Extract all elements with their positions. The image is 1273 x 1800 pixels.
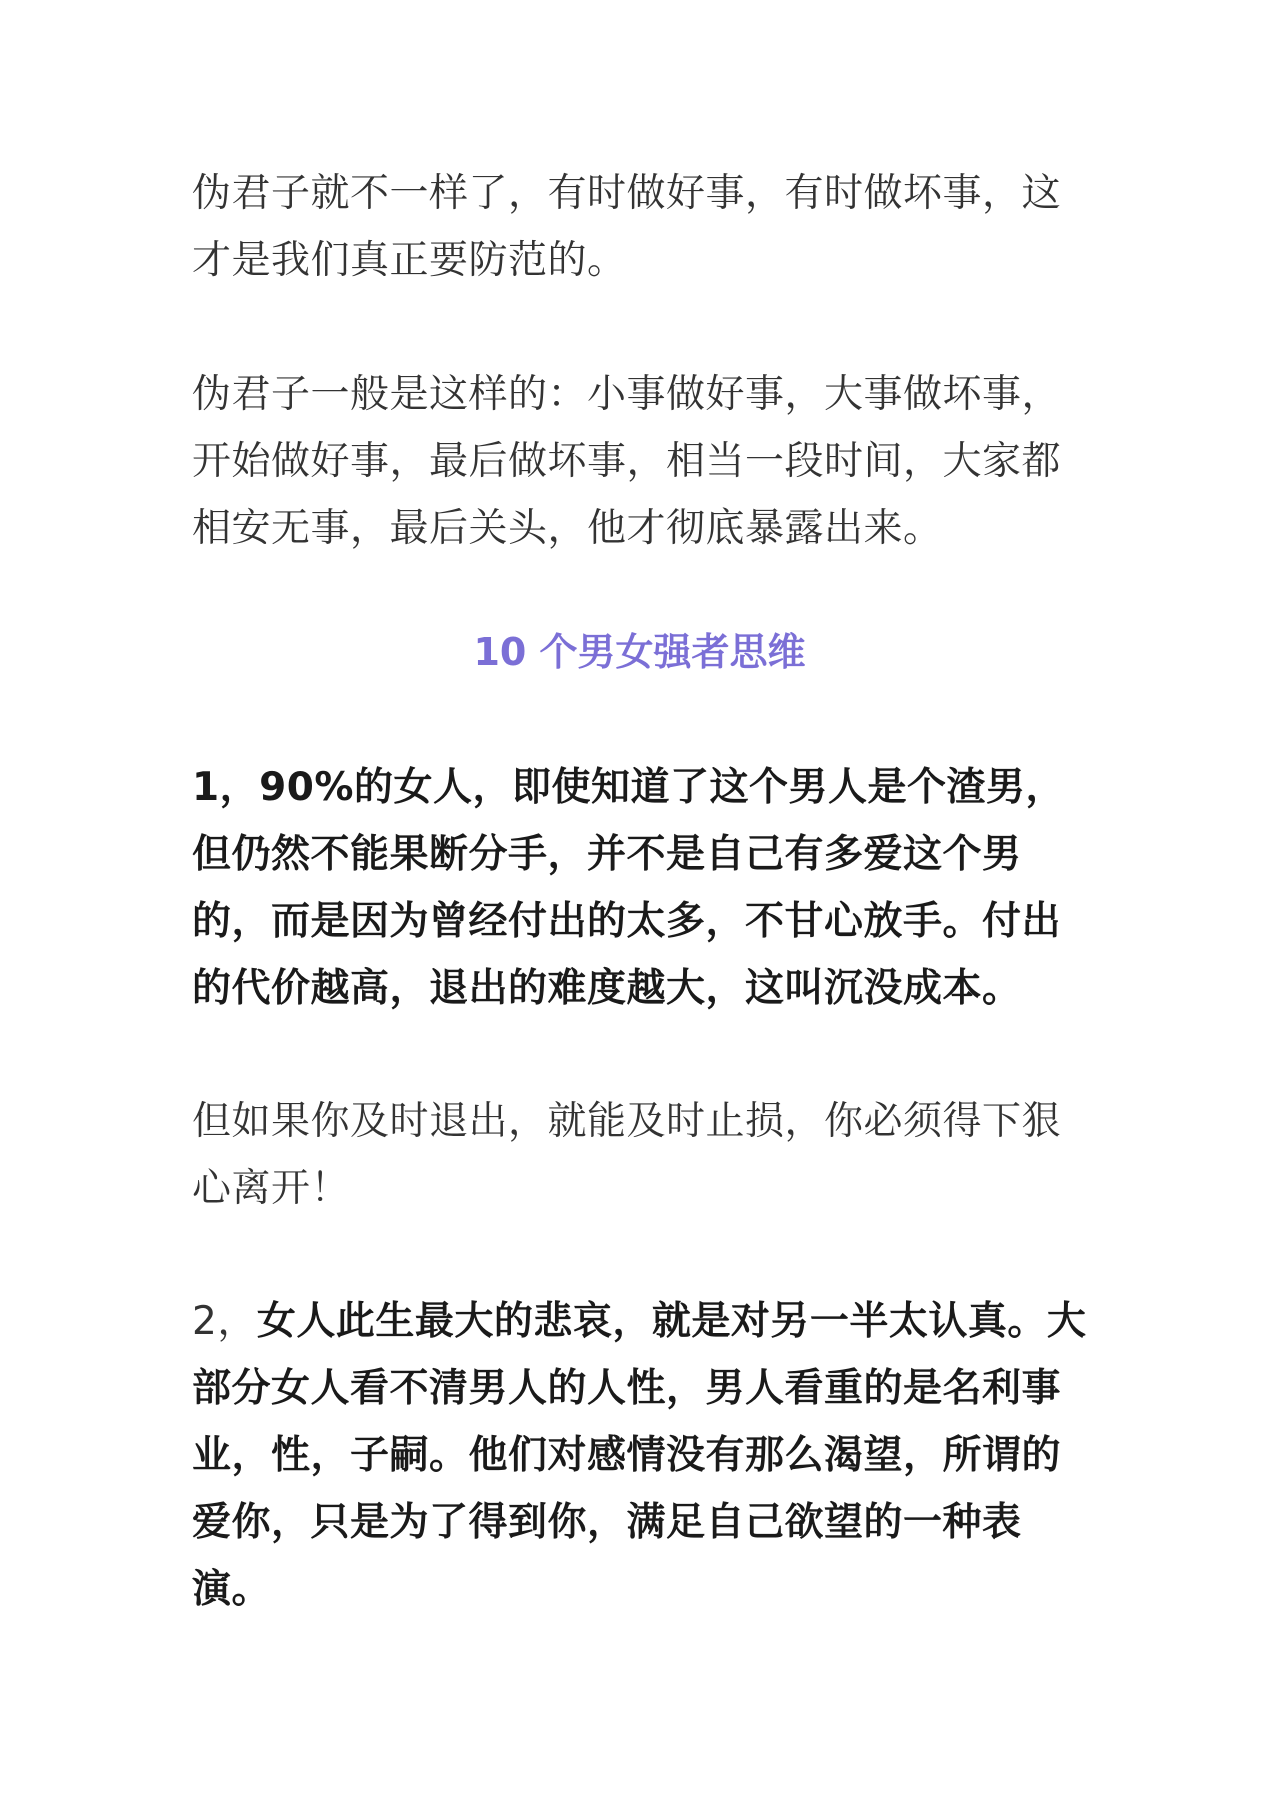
point-1-followup: 但如果你及时退出，就能及时止损，你必须得下狠心离开！: [192, 1099, 1062, 1211]
point-2-text: 女人此生最大的悲哀，就是对另一半太认真。大部分女人看不清男人的人性，男人看重的是名利事业，性，子嗣。他们对感情没有那么渴望，所谓的爱你，只是为了得到你，满足自己欲望的一种表演。: [192, 1299, 1087, 1612]
article-column: [192, 160, 1087, 1623]
paragraph-hypocrite-intro: 伪君子就不一样了，有时做好事，有时做坏事，这才是我们真正要防范的。: [192, 171, 1062, 283]
section-heading: 10 个男女强者思维: [473, 630, 806, 674]
paragraph-hypocrite-behavior: 伪君子一般是这样的：小事做好事，大事做坏事，开始做好事，最后做坏事，相当一段时间，大家都相安无事，最后关头，他才彻底暴露出来。: [192, 372, 1062, 551]
point-2-number: 2，: [192, 1299, 257, 1344]
point-1-sunk-cost: 1，90%的女人，即使知道了这个男人是个渣男，但仍然不能果断分手，并不是自己有多爱这个男的，而是因为曾经付出的太多，不甘心放手。付出的代价越高，退出的难度越大，这叫沉没成本。: [192, 765, 1065, 1011]
point-2-paragraph: [192, 1288, 1087, 1623]
